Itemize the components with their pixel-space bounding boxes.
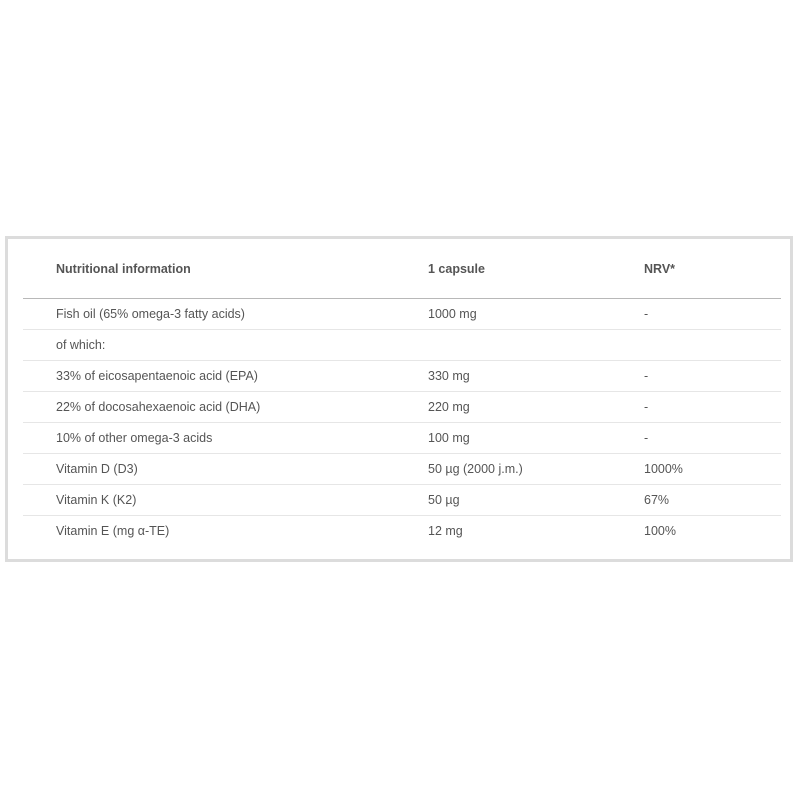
nrv-value: 100% (644, 524, 676, 538)
amount-per-capsule: 12 mg (428, 524, 463, 538)
amount-per-capsule (428, 330, 644, 361)
table-row (23, 299, 781, 330)
nrv-value: - (644, 392, 781, 423)
nutrient-name: of which: (23, 330, 428, 361)
amount-per-capsule: 1000 mg (428, 299, 644, 330)
amount-per-capsule: 50 µg (428, 485, 644, 516)
nutrient-name: 10% of other omega-3 acids (23, 423, 428, 454)
table-header-row (23, 239, 781, 299)
header-per-capsule: 1 capsule (428, 239, 644, 299)
nutrient-name: Vitamin D (D3) (23, 454, 428, 485)
amount-per-capsule: 220 mg (428, 392, 644, 423)
amount-per-capsule: 330 mg (428, 361, 644, 392)
amount-per-capsule: 50 µg (2000 j.m.) (428, 454, 644, 485)
amount-per-capsule: 100 mg (428, 423, 644, 454)
table-row (23, 516, 781, 547)
table-row (23, 454, 781, 485)
nutrient-name: Fish oil (65% omega-3 fatty acids) (23, 299, 428, 330)
nutrition-panel (5, 236, 793, 562)
header-nutritional-information: Nutritional information (23, 239, 428, 299)
nrv-value: - (644, 423, 781, 454)
nrv-value: - (644, 299, 781, 330)
nrv-value: - (644, 361, 781, 392)
nrv-value (644, 330, 781, 361)
nutrient-name: 22% of docosahexaenoic acid (DHA) (23, 392, 428, 423)
nutrient-name: Vitamin E (mg α-TE) (56, 524, 170, 538)
nutrition-table (23, 239, 781, 546)
table-row (23, 485, 781, 516)
nrv-value: 1000% (644, 454, 781, 485)
table-row (23, 330, 781, 361)
nutrient-name: Vitamin K (K2) (23, 485, 428, 516)
table-row (23, 392, 781, 423)
header-nrv: NRV* (644, 239, 781, 299)
nutrient-name: 33% of eicosapentaenoic acid (EPA) (23, 361, 428, 392)
table-row (23, 423, 781, 454)
table-row (23, 361, 781, 392)
nrv-value: 67% (644, 485, 781, 516)
